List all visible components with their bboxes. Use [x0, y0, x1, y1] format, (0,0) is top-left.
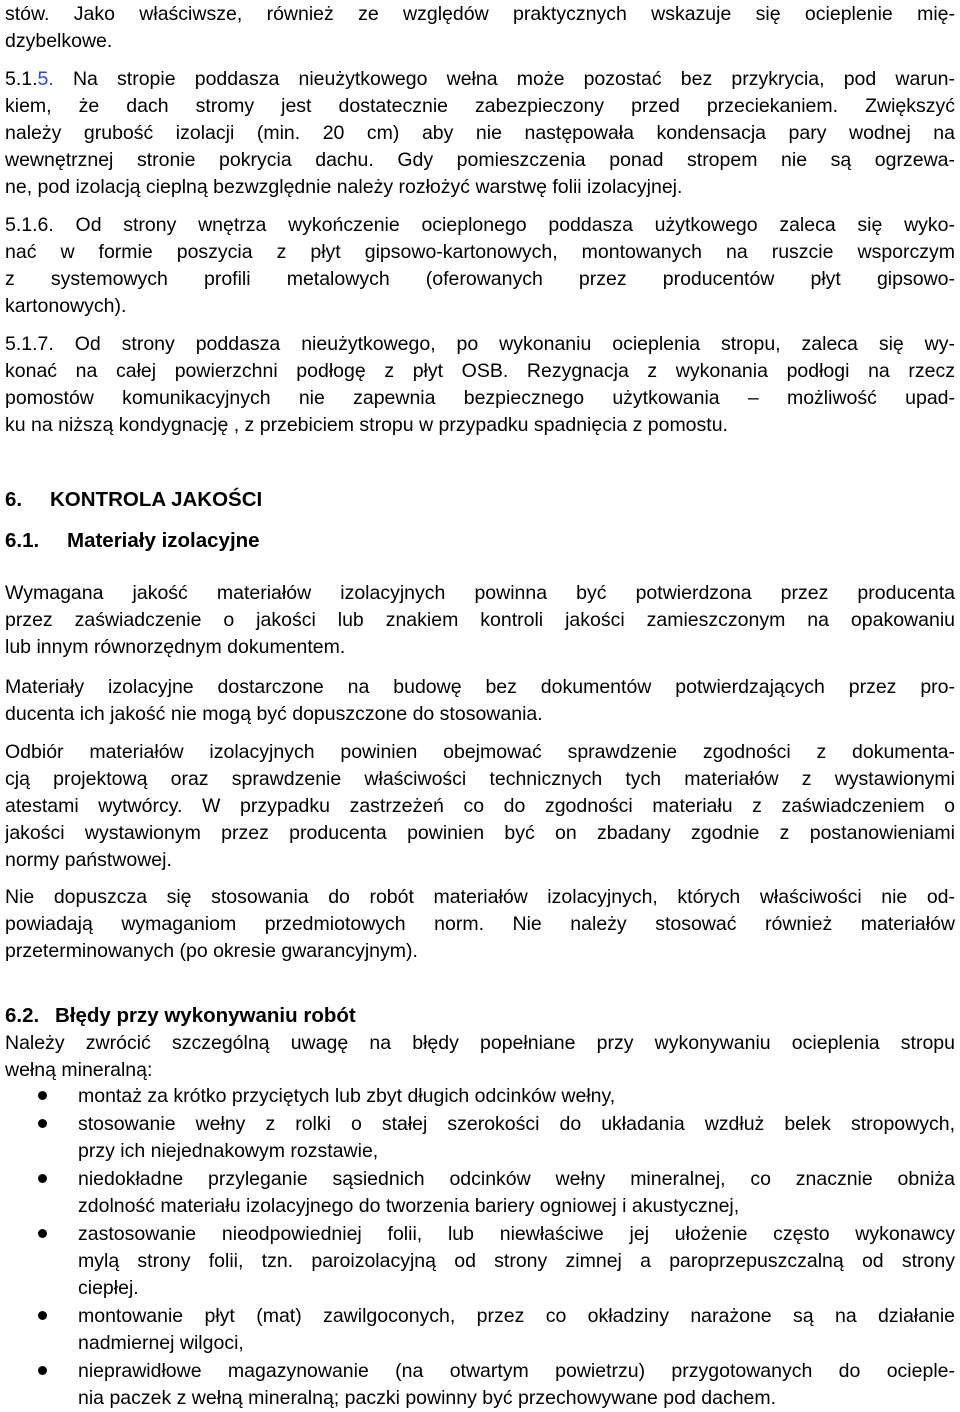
section-number: 5.1.7. [5, 333, 54, 355]
text-line: ku na niższą kondygnację , z przebiciem stropu w przypadku spadnięcia z pomostu. [5, 414, 728, 436]
heading-number: 6.2. [5, 1004, 40, 1027]
bullet-icon [38, 1174, 47, 1183]
text-line: z systemowych profili metalowych (oferowanych przez producentów płyt gipsowo- [5, 268, 955, 290]
section-heading-6-1 [5, 527, 260, 555]
bullet-icon [38, 1229, 47, 1238]
text-line: Materiały izolacyjne dostarczone na budowę bez dokumentów potwierdzających przez pro- [5, 676, 955, 698]
text-line: montowanie płyt (mat) zawilgoconych, przez co okładziny narażone są na działanie [78, 1305, 955, 1327]
text-line: Wymagana jakość materiałów izolacyjnych powinna być potwierdzona przez producenta [5, 582, 955, 604]
heading-title: Błędy przy wykonywaniu robót [55, 1004, 356, 1027]
bullet-icon [38, 1091, 47, 1100]
text-line: Odbiór materiałów izolacyjnych powinien obejmować sprawdzenie zgodności z dokumenta- [5, 741, 955, 763]
text-line: przeterminowanych (po okresie gwarancyjnym). [5, 940, 418, 962]
text-line: dzybelkowe. [5, 30, 113, 52]
text-line: kartonowych). [5, 295, 127, 317]
text-line: przy ich niejednakowym rozstawie, [78, 1140, 379, 1162]
text-line: wewnętrznej stronie pokrycia dachu. Gdy pomieszczenia ponad stropem nie są ogrzewa- [5, 149, 955, 171]
bullet-icon [38, 1311, 47, 1320]
text-line: pomostów komunikacyjnych nie zapewnia bezpiecznego użytkowania – możliwość upad- [5, 387, 955, 409]
heading-title: KONTROLA JAKOŚCI [50, 488, 263, 511]
text-line: lub innym równorzędnym dokumentem. [5, 636, 346, 658]
text-line: 5.1.5. Na stropie poddasza nieużytkowego wełna może pozostać bez przykrycia, pod warun- [5, 68, 955, 90]
text-line: ducenta ich jakość nie mogą być dopuszczone do stosowania. [5, 703, 543, 725]
bullet-icon [38, 1119, 47, 1128]
text-line: ciepłej. [78, 1277, 139, 1299]
text-line: ne, pod izolacją cieplną bezwzględnie należy rozłożyć warstwę folii izolacyjnej. [5, 176, 683, 198]
section-number: 5.1.5. [5, 68, 54, 90]
text-line: wełną mineralną: [5, 1059, 153, 1081]
text-line: niedokładne przyleganie sąsiednich odcinków wełny mineralnej, co znacznie obniża [78, 1168, 955, 1190]
text-line: nia paczek z wełną mineralną; paczki powinny być przechowywane pod dachem. [78, 1387, 777, 1409]
text-line: przez zaświadczenie o jakości lub znakiem kontroli jakości zamieszczonym na opakowaniu [5, 609, 955, 631]
text-line: 5.1.6. Od strony wnętrza wykończenie ocieplonego poddasza użytkowego zaleca się wyko- [5, 214, 955, 236]
text-line: stosowanie wełny z rolki o stałej szerokości do układania wzdłuż belek stropowych, [78, 1113, 955, 1135]
text-line: zdolność materiału izolacyjnego do tworzenia bariery ogniowej i akustycznej, [78, 1195, 740, 1217]
bullet-icon [38, 1366, 47, 1375]
text-line: Należy zwrócić szczególną uwagę na błędy popełniane przy wykonywaniu ocieplenia stropu [5, 1032, 955, 1054]
text-line: konać na całej powierzchni podłogę z płyt OSB. Rezygnacja z wykonania podłogi na rzecz [5, 360, 955, 382]
text-line: nieprawidłowe magazynowanie (na otwartym powietrzu) przygotowanych do ocieple- [78, 1360, 955, 1382]
text-line: należy grubość izolacji (min. 20 cm) aby nie następowała kondensacja pary wodnej na [5, 122, 955, 144]
heading-number: 6.1. [5, 529, 40, 552]
text-line: stów. Jako właściwsze, również ze względów praktycznych wskazuje się ocieplenie mię- [5, 3, 955, 25]
heading-number: 6. [5, 488, 23, 511]
text-line: montaż za krótko przyciętych lub zbyt długich odcinków wełny, [78, 1085, 616, 1107]
text-line: normy państwowej. [5, 849, 172, 871]
text-line: Nie dopuszcza się stosowania do robót materiałów izolacyjnych, których właściwości nie od- [5, 886, 955, 908]
text-line: jakości wystawionym przez producenta powinien być on zbadany zgodnie z postanowieniami [5, 822, 955, 844]
section-heading-6-2 [5, 1002, 356, 1030]
text-line: nać w formie poszycia z płyt gipsowo-kartonowych, montowanych na ruszcie wsporczym [5, 241, 955, 263]
text-line: 5.1.7. Od strony poddasza nieużytkowego, po wykonaniu ocieplenia stropu, zaleca się wy- [5, 333, 955, 355]
heading-title: Materiały izolacyjne [67, 529, 260, 552]
text-line: zastosowanie nieodpowiedniej folii, lub niewłaściwe jej ułożenie często wykonawcy [78, 1223, 955, 1245]
text-line: powiadają wymaganiom przedmiotowych norm. Nie należy stosować również materiałów [5, 913, 955, 935]
text-line: nadmiernej wilgoci, [78, 1332, 244, 1354]
text-line: atestami wytwórcy. W przypadku zastrzeżeń co do zgodności materiału z zaświadczeniem o [5, 795, 955, 817]
text-line: cją projektową oraz sprawdzenie właściwości technicznych tych materiałów z wystawionymi [5, 768, 955, 790]
section-number: 5.1.6. [5, 214, 54, 236]
text-line: kiem, że dach stromy jest dostatecznie zabezpieczony przed przeciekaniem. Zwiększyć [5, 95, 955, 117]
section-heading-6 [5, 486, 262, 514]
text-line: mylą strony folii, tzn. paroizolacyjną od strony zimnej a paroprzepuszczalną od strony [78, 1250, 955, 1272]
